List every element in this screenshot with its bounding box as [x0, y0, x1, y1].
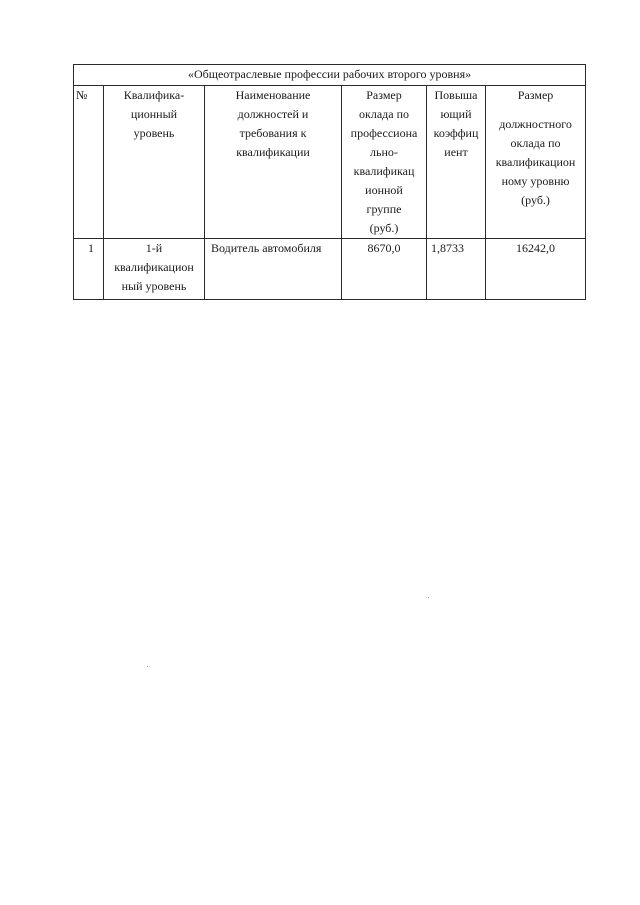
scan-speck: [147, 666, 148, 667]
header-line: требования к: [239, 126, 307, 140]
header-line: квалификации: [236, 145, 310, 159]
header-spacer: [488, 105, 583, 115]
header-line: (руб.): [521, 193, 550, 207]
header-line: группе: [366, 202, 402, 216]
cell-salary-group: 8670,0: [342, 239, 427, 300]
header-line: должностей и: [237, 107, 309, 121]
header-line: Квалифика-: [123, 88, 185, 102]
header-line: коэффиц: [433, 126, 479, 140]
header-line: Размер: [366, 88, 402, 102]
header-line: ющий: [440, 107, 472, 121]
cell-line: 1-й: [145, 241, 163, 255]
header-line: ионной: [365, 183, 403, 197]
table-row: [74, 239, 586, 300]
header-line: (руб.): [369, 221, 399, 235]
header-line: оклада по: [510, 136, 561, 150]
header-line: Размер: [517, 88, 554, 102]
header-salary-group: [342, 86, 427, 239]
header-coefficient: [427, 86, 486, 239]
header-line: профессиона: [350, 126, 418, 140]
cell-salary-level: 16242,0: [486, 239, 586, 300]
header-salary-level: [486, 86, 586, 239]
header-line: Наименование: [235, 88, 311, 102]
table-title: «Общеотраслевые профессии рабочих второго уровня»: [74, 65, 586, 86]
header-position-name: [205, 86, 342, 239]
table-header-row: [74, 86, 586, 239]
cell-position-name: Водитель автомобиля: [205, 239, 342, 300]
header-line: Повыша: [434, 88, 478, 102]
header-qual-level: [104, 86, 205, 239]
header-line: ционный: [130, 107, 178, 121]
cell-qual-level: [104, 239, 205, 300]
header-line: оклада по: [359, 107, 409, 121]
cell-number: 1: [74, 239, 104, 300]
header-line: льно-: [370, 145, 398, 159]
cell-line: ный уровень: [121, 279, 187, 293]
header-line: квалификацион: [495, 155, 576, 169]
cell-line: квалификацион: [114, 260, 194, 274]
cell-coefficient: 1,8733: [427, 239, 486, 300]
header-line: ному уровню: [501, 174, 570, 188]
salary-table: [73, 64, 586, 300]
table-title-row: [74, 65, 586, 86]
header-number: [74, 86, 104, 239]
header-line: иент: [444, 145, 468, 159]
header-line: квалификац: [353, 164, 415, 178]
scan-speck: [428, 597, 429, 598]
header-line: должностного: [499, 117, 572, 131]
header-line: уровень: [133, 126, 175, 140]
header-number-text: №: [76, 88, 88, 102]
